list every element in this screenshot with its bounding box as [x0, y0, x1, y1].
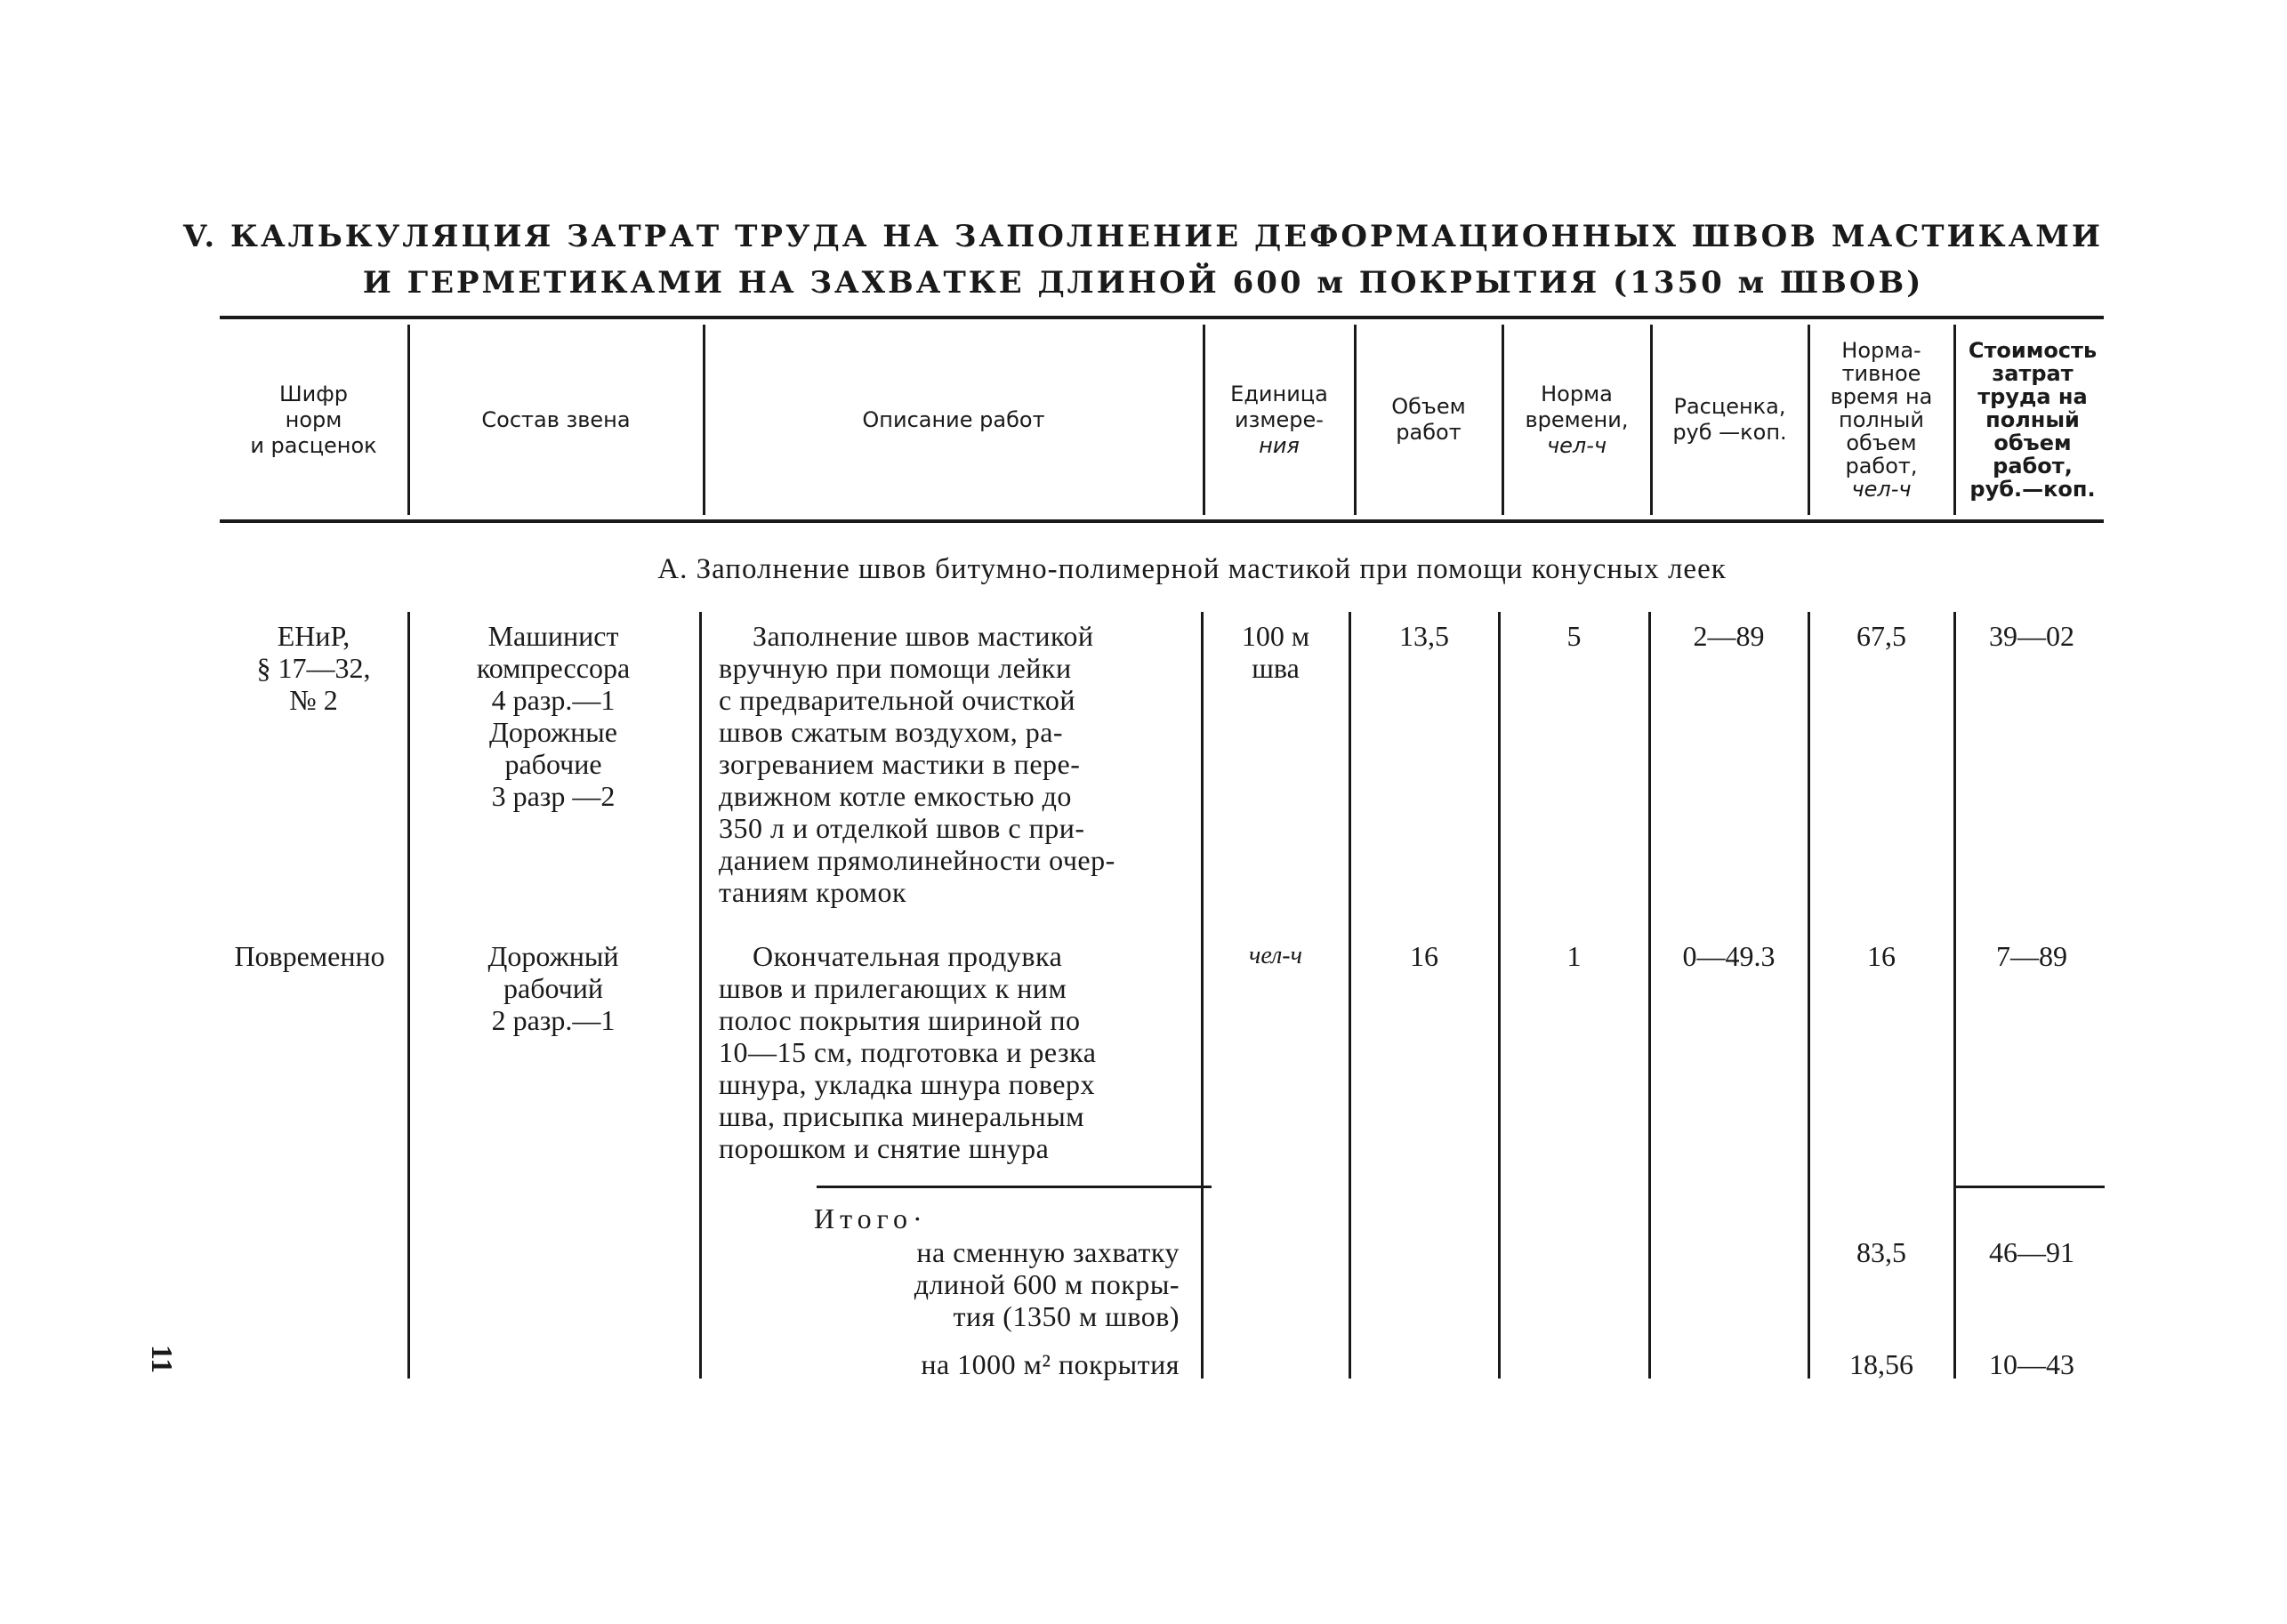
- row-2-code: [212, 940, 407, 972]
- row-2-description-line: порошком и снятие шнура: [719, 1132, 1050, 1164]
- header-col-divider: [1203, 325, 1205, 515]
- header-col-divider: [1650, 325, 1653, 515]
- header-bottom-rule: [220, 519, 2104, 523]
- row-1-crew-line: Машинист: [487, 620, 619, 652]
- page-number: 11: [145, 1345, 178, 1374]
- header-norm-time-total: [1811, 325, 1952, 515]
- header-norm-time-line: полный: [1839, 407, 1924, 432]
- header-norm-line: Норма: [1541, 381, 1613, 406]
- row-2-norm-time-total: 16: [1867, 940, 1896, 972]
- header-rate-line: руб —коп.: [1672, 420, 1787, 445]
- title-line-1: V. КАЛЬКУЛЯЦИЯ ЗАТРАТ ТРУДА НА ЗАПОЛНЕНИЕ ДЕФОРМАЦИОННЫХ ШВОВ МАСТИКАМИ: [182, 219, 2104, 254]
- row-1-crew-line: Дорожные: [489, 716, 617, 748]
- row-1-description-line: зогреванием мастики в пере-: [719, 748, 1081, 780]
- row-2-description-line: шва, присыпка минеральным: [719, 1100, 1084, 1132]
- totals-separator-rule: [817, 1186, 1212, 1188]
- row-2-crew-line: рабочий: [503, 972, 603, 1004]
- totals-separator-rule: [1953, 1186, 2105, 1188]
- header-unit-line: ния: [1259, 432, 1300, 458]
- row-2-description-line: 10—15 см, подготовка и резка: [719, 1036, 1097, 1068]
- totals-label: Итого·: [814, 1202, 928, 1234]
- row-2-volume: 16: [1410, 940, 1438, 972]
- row-1-description-line: вручную при помощи лейки: [719, 652, 1072, 684]
- row-1-code: [222, 620, 405, 716]
- row-2-crew-line: Дорожный: [487, 940, 619, 972]
- row-2-crew: [411, 940, 696, 1036]
- row-1-description-line: данием прямолинейности очер-: [719, 844, 1115, 876]
- body-col-divider: [1498, 612, 1501, 1379]
- header-norm-time-line: чел-ч: [1851, 477, 1912, 502]
- title-line-2: И ГЕРМЕТИКАМИ НА ЗАХВАТКЕ ДЛИНОЙ 600 м ПОКРЫТИЯ (1350 м ШВОВ): [362, 265, 1924, 301]
- row-2-rate: 0—49.3: [1682, 940, 1776, 972]
- header-cost-line: Стоимость: [1968, 338, 2098, 363]
- header-rate-line: Расценка,: [1673, 394, 1786, 419]
- header-code: [222, 325, 405, 515]
- header-cost-line: объем: [1993, 430, 2072, 455]
- header-cost-total: [1957, 325, 2108, 515]
- header-code-line: норм: [285, 406, 342, 432]
- row-1-norm: 5: [1566, 620, 1582, 652]
- totals-per-shift-line: длиной 600 м покры-: [914, 1268, 1180, 1300]
- section-a-heading: А. Заполнение швов битумно-полимерной мастикой при помощи конусных леек: [657, 553, 1727, 585]
- header-cost-line: работ,: [1993, 454, 2073, 478]
- row-1-description-line: таниям кромок: [719, 876, 907, 908]
- row-1-description-line: 350 л и отделкой швов с при-: [719, 812, 1085, 844]
- row-1-crew: [411, 620, 696, 812]
- row-1-code-line: ЕНиР,: [277, 620, 350, 652]
- header-cost-line: труда на: [1977, 384, 2088, 409]
- row-2-description-line: швов и прилегающих к ним: [719, 972, 1067, 1004]
- totals-per-shift-norm-time: 83,5: [1856, 1236, 1906, 1268]
- row-2-description-line: полос покрытия шириной по: [719, 1004, 1081, 1036]
- row-2-unit-line: чел-ч: [1249, 942, 1302, 969]
- row-1-description-line: швов сжатым воздухом, ра-: [719, 716, 1064, 748]
- header-col-divider: [1808, 325, 1810, 515]
- totals-per-shift: [827, 1236, 1180, 1332]
- header-code-line: Шифр: [278, 381, 348, 406]
- header-norm-time-line: объем: [1846, 430, 1917, 455]
- body-col-divider: [699, 612, 702, 1379]
- row-1-rate: 2—89: [1693, 620, 1765, 652]
- header-cost-line: затрат: [1992, 361, 2074, 386]
- totals-per-1000-cost: 10—43: [1989, 1348, 2074, 1380]
- header-code-line: и расценок: [250, 432, 377, 458]
- row-2-cost-total: 7—89: [1996, 940, 2067, 972]
- totals-per-1000: на 1000 м² покрытия: [921, 1348, 1180, 1380]
- body-col-divider: [1648, 612, 1651, 1379]
- row-2-norm: 1: [1566, 940, 1582, 972]
- row-2-description-line: шнура, укладка шнура поверх: [719, 1068, 1095, 1100]
- header-col-divider: [1953, 325, 1956, 515]
- row-2-unit: [1204, 940, 1347, 972]
- header-norm-time-line: работ,: [1845, 454, 1918, 478]
- header-col-divider: [1502, 325, 1504, 515]
- row-2-crew-line: 2 разр.—1: [491, 1004, 616, 1036]
- header-norm-time-line: тивное: [1841, 361, 1921, 386]
- header-unit-line: Единица: [1230, 381, 1328, 406]
- row-2-description: [719, 940, 1180, 1164]
- header-unit: [1206, 325, 1352, 515]
- body-col-divider: [1808, 612, 1810, 1379]
- row-1-description-line: Заполнение швов мастикой: [753, 620, 1094, 652]
- header-norm-time-line: Норма-: [1841, 338, 1921, 363]
- body-col-divider: [407, 612, 410, 1379]
- header-col-divider: [703, 325, 705, 515]
- row-1-crew-line: 3 разр —2: [491, 780, 616, 812]
- header-volume: [1357, 325, 1500, 515]
- row-1-code-line: § 17—32,: [256, 652, 371, 684]
- header-norm-line: чел-ч: [1546, 432, 1607, 458]
- row-1-description-line: с предварительной очисткой: [719, 684, 1076, 716]
- row-1-unit: [1204, 620, 1347, 684]
- row-1-norm-time-total: 67,5: [1856, 620, 1906, 652]
- header-volume-line: работ: [1396, 420, 1462, 445]
- body-col-divider: [1349, 612, 1351, 1379]
- header-top-rule: [220, 316, 2104, 319]
- header-crew: [411, 325, 701, 515]
- totals-per-1000-norm-time: 18,56: [1849, 1348, 1913, 1380]
- header-crew-label: Состав звена: [481, 406, 631, 432]
- row-1-crew-line: рабочие: [504, 748, 602, 780]
- header-unit-line: измере-: [1235, 406, 1324, 432]
- row-1-unit-line: 100 м: [1241, 620, 1310, 652]
- body-col-divider: [1953, 612, 1956, 1379]
- header-description: [706, 325, 1201, 515]
- row-1-crew-line: компрессора: [476, 652, 631, 684]
- header-rate: [1654, 325, 1806, 515]
- row-1-code-line: № 2: [289, 684, 338, 716]
- row-1-volume: 13,5: [1399, 620, 1449, 652]
- header-col-divider: [407, 325, 410, 515]
- header-cost-line: руб.—коп.: [1969, 477, 2096, 502]
- row-1-description: [719, 620, 1180, 908]
- row-1-unit-line: шва: [1252, 652, 1300, 684]
- row-1-crew-line: 4 разр.—1: [491, 684, 616, 716]
- totals-per-shift-cost: 46—91: [1989, 1236, 2074, 1268]
- row-1-cost-total: 39—02: [1989, 620, 2074, 652]
- header-norm-time-line: время на: [1830, 384, 1933, 409]
- totals-per-shift-line: на сменную захватку: [916, 1236, 1180, 1268]
- header-norm-line: времени,: [1525, 406, 1629, 432]
- row-2-code-line: Повременно: [234, 940, 385, 972]
- header-norm: [1505, 325, 1648, 515]
- totals-per-shift-line: тия (1350 м швов): [953, 1300, 1180, 1332]
- header-cost-line: полный: [1985, 407, 2080, 432]
- row-2-description-line: Окончательная продувка: [753, 940, 1063, 972]
- row-1-description-line: движном котле емкостью до: [719, 780, 1072, 812]
- header-volume-line: Объем: [1391, 394, 1466, 419]
- body-col-divider: [1201, 612, 1204, 1379]
- header-description-label: Описание работ: [862, 406, 1045, 432]
- header-col-divider: [1354, 325, 1357, 515]
